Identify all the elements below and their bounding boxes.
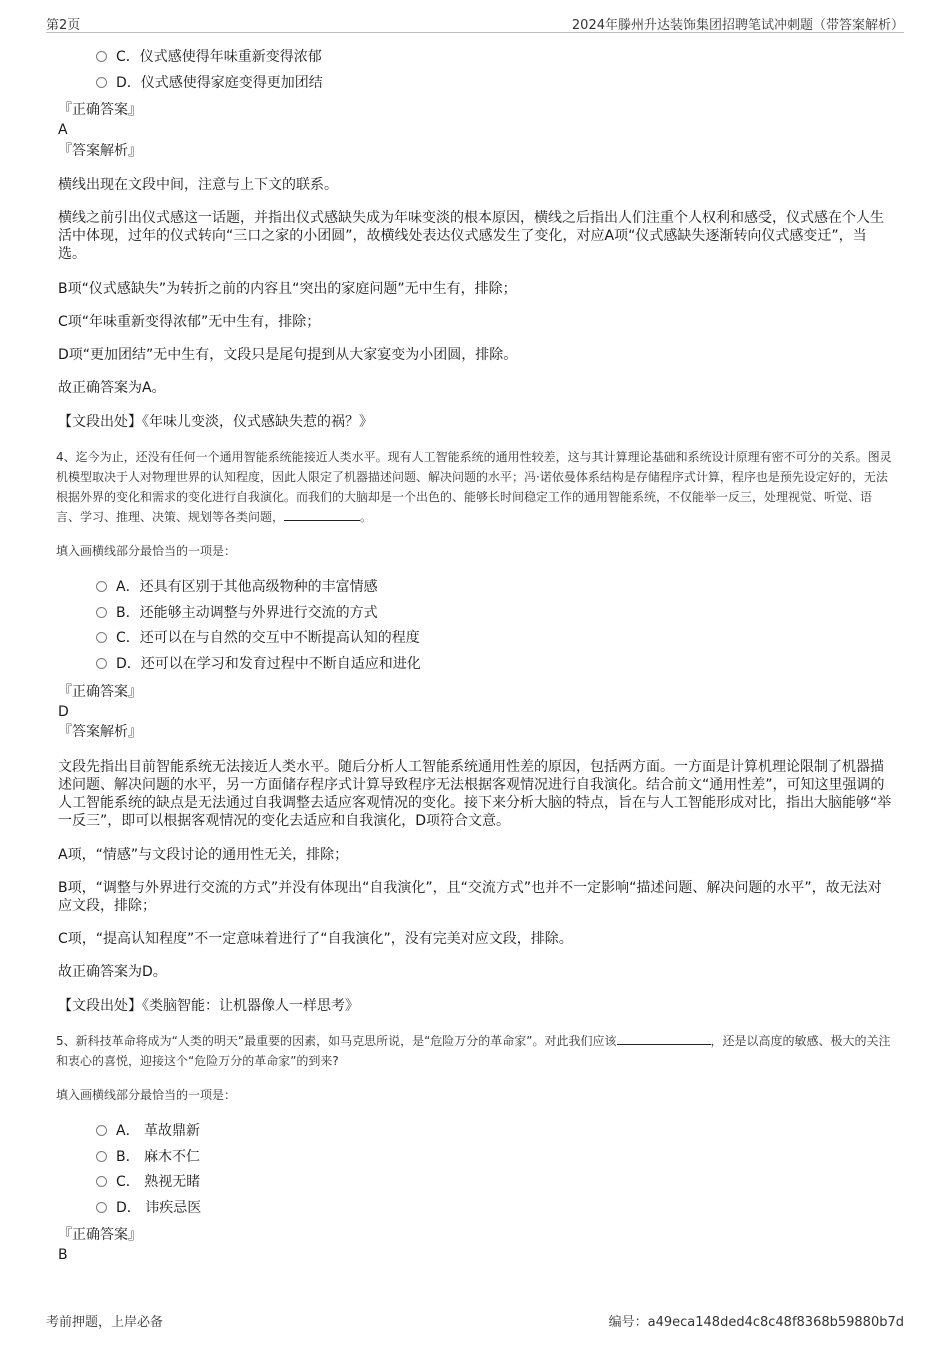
option-label: C． 熟视无睹 (116, 1174, 201, 1190)
q3-option-c[interactable] (96, 47, 322, 67)
page-footer (46, 1311, 904, 1331)
option-label: A． 革故鼎新 (116, 1123, 201, 1139)
q4-stem-text: 4、迄今为止，还没有任何一个通用智能系统能接近人类水平。现有人工智能系统的通用性较差，这与其计算理论基础和系统设计原理有密不可分的关系。图灵机模型取决于人对物理世界的认知程度，因此人限定了机器描述问题、解决问题的水平；冯·诺依曼体系结构是存储程序式计算，程序也是预先设定好的，无法根据外界的变化和需求的变化进行自我演化。而我们的大脑却是一个出色的、能够长时间稳定工作的通用智能系统，不仅能举一反三，处理视觉、听觉、语言、学习、推理、决策、规划等各类问题， (56, 450, 892, 524)
option-label: C．还可以在与自然的交互中不断提高认知的程度 (116, 630, 420, 646)
option-label: D．仪式感使得家庭变得更加团结 (116, 75, 323, 91)
q4-stem-end: 。 (360, 510, 373, 524)
q3-answer-label: 『正确答案』 (58, 102, 142, 118)
q3-analysis-p2: 横线之前引出仪式感这一话题，并指出仪式感缺失成为年味变淡的根本原因，横线之后指出人们注重个人权利和感受，仪式感在个人生活中体现，过年的仪式转向“三口之家的小团圆”，故横线处表达仪式感发生了变化，对应A项“仪式感缺失逐渐转向仪式感变迁”，当选。 (58, 210, 884, 262)
option-label: B． 麻木不仁 (116, 1149, 201, 1165)
q3-option-d[interactable] (96, 73, 323, 93)
radio-icon[interactable] (96, 1125, 107, 1136)
radio-icon[interactable] (96, 51, 107, 62)
q4-analysis-p1: 文段先指出目前智能系统无法接近人类水平。随后分析人工智能系统通用性差的原因，包括两方面。一方面是计算机理论限制了机器描述问题、解决问题的水平，另一方面储存程序式计算导致程序无法根据客观情况进行自我演化。结合前文“通用性差”，可知这里强调的人工智能系统的缺点是无法通过自我调整去适应客观情况的变化。接下来分析大脑的特点，旨在与人工智能形成对比，指出大脑能够“举一反三”，即可以根据客观情况的变化去适应和自我演化，D项符合文意。 (58, 759, 892, 829)
q4-analysis-p4: C项，“提高认知程度”不一定意味着进行了“自我演化”，没有完美对应文段，排除。 (58, 931, 573, 947)
q3-answer: A (58, 122, 68, 138)
radio-icon[interactable] (96, 607, 107, 618)
document-id: 编号：a49eca148ded4c8c48f8368b59880b7d (608, 1315, 904, 1330)
q5-option-a[interactable] (96, 1121, 200, 1141)
page-header (46, 12, 904, 33)
radio-icon[interactable] (96, 632, 107, 643)
q3-analysis-p5: D项“更加团结”无中生有，文段只是尾句提到从大家宴变为小团圆，排除。 (58, 347, 518, 363)
q4-source: 【文段出处】《类脑智能：让机器像人一样思考》 (58, 998, 359, 1014)
q4-stem (56, 447, 894, 527)
q4-option-a[interactable] (96, 577, 378, 597)
option-label: D．还可以在学习和发育过程中不断自适应和进化 (116, 656, 421, 672)
option-label: C．仪式感使得年味重新变得浓郁 (116, 49, 322, 65)
q4-option-c[interactable] (96, 628, 420, 648)
radio-icon[interactable] (96, 77, 107, 88)
document-title: 2024年滕州升达装饰集团招聘笔试冲刺题（带答案解析） (571, 18, 904, 33)
q3-analysis-p4: C项“年味重新变得浓郁”无中生有，排除； (58, 314, 321, 330)
q4-analysis-p2: A项，“情感”与文段讨论的通用性无关，排除； (58, 847, 349, 863)
q3-analysis-label: 『答案解析』 (58, 143, 142, 159)
q4-answer-label: 『正确答案』 (58, 684, 142, 700)
q5-option-b[interactable] (96, 1147, 200, 1167)
footer-slogan: 考前押题，上岸必备 (46, 1315, 164, 1330)
q4-prompt: 填入画横线部分最恰当的一项是： (56, 544, 237, 558)
radio-icon[interactable] (96, 1176, 107, 1187)
q5-blank (617, 1032, 711, 1045)
q4-analysis-label: 『答案解析』 (58, 724, 142, 740)
q3-analysis-p6: 故正确答案为A。 (58, 380, 166, 396)
page-number: 第2页 (46, 18, 81, 33)
q4-option-b[interactable] (96, 603, 378, 623)
q4-answer: D (58, 704, 69, 720)
option-label: B．还能够主动调整与外界进行交流的方式 (116, 605, 378, 621)
radio-icon[interactable] (96, 581, 107, 592)
radio-icon[interactable] (96, 658, 107, 669)
q3-source: 【文段出处】《年味儿变淡，仪式感缺失惹的祸？》 (58, 414, 373, 430)
q4-analysis-p5: 故正确答案为D。 (58, 964, 167, 980)
q5-option-c[interactable] (96, 1172, 200, 1192)
option-label: D． 讳疾忌医 (116, 1200, 202, 1216)
q5-option-d[interactable] (96, 1198, 201, 1218)
q5-stem (56, 1031, 894, 1071)
q4-analysis-p3: B项，“调整与外界进行交流的方式”并没有体现出“自我演化”，且“交流方式”也并不一定影响“描述问题、解决问题的水平”，故无法对应文段，排除； (58, 880, 882, 914)
q5-stem-end: ，还是以高度的敏感、极大的关注和衷心的喜悦，迎接这个“危险万分的革命家”的到来? (56, 1034, 891, 1068)
radio-icon[interactable] (96, 1151, 107, 1162)
q5-prompt: 填入画横线部分最恰当的一项是： (56, 1088, 237, 1102)
q5-answer-label: 『正确答案』 (58, 1227, 142, 1243)
q5-answer: B (58, 1247, 68, 1263)
q3-analysis-p3: B项“仪式感缺失”为转折之前的内容且“突出的家庭问题”无中生有，排除； (58, 281, 517, 297)
radio-icon[interactable] (96, 1202, 107, 1213)
q4-blank (284, 508, 360, 521)
q5-stem-text: 5、新科技革命将成为“人类的明天”最重要的因素，如马克思所说，是“危险万分的革命家”。对此我们应该 (56, 1034, 617, 1048)
q4-option-d[interactable] (96, 654, 421, 674)
option-label: A．还具有区别于其他高级物种的丰富情感 (116, 579, 378, 595)
q3-analysis-p1: 横线出现在文段中间，注意与上下文的联系。 (58, 177, 338, 193)
